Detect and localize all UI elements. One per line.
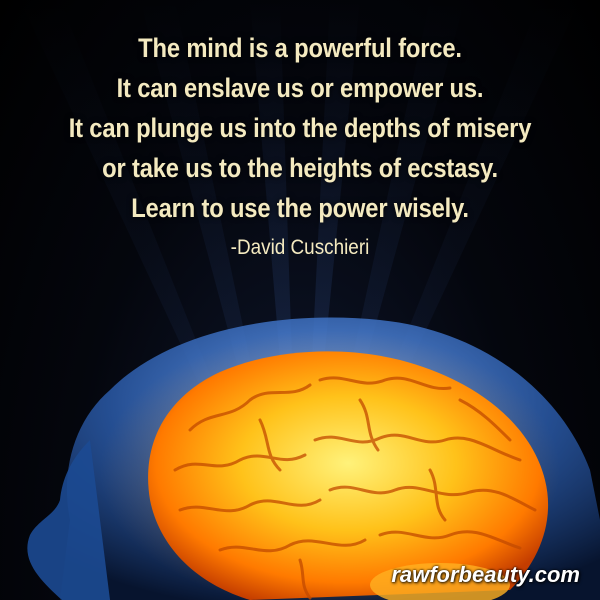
quote-line: The mind is a powerful force.: [138, 33, 462, 63]
quote-line: or take us to the heights of ecstasy.: [102, 153, 498, 183]
watermark-text: rawforbeauty.com: [391, 562, 580, 587]
quote-line: Learn to use the power wisely.: [131, 193, 469, 223]
quote-line: It can enslave us or empower us.: [116, 73, 484, 103]
quote-line: It can plunge us into the depths of misery: [68, 113, 532, 143]
quote-author: -David Cuschieri: [230, 236, 370, 259]
